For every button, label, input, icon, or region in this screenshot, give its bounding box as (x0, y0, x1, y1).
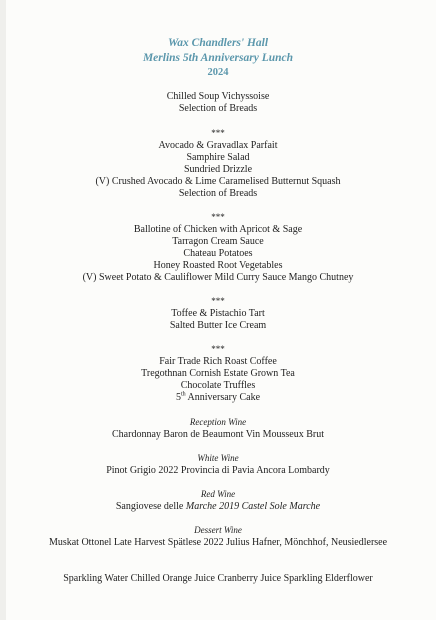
menu-line: Toffee & Pistachio Tart (171, 308, 265, 319)
menu-line: Ballotine of Chicken with Apricot & Sage (133, 224, 303, 235)
menu-line: Chilled Soup Vichyssoise (166, 91, 270, 102)
white-wine: Pinot Grigio 2022 Provincia di Pavia Ancora Lombardy (106, 465, 330, 476)
menu-line: Tarragon Cream Sauce (172, 236, 264, 247)
dessert-wine: Muskat Ottonel Late Harvest Spätlese 2022 Julius Hafner, Mönchhof, Neusiedlersee (48, 537, 388, 548)
venue-title: Wax Chandlers' Hall (167, 37, 269, 49)
anniversary-cake-line (0, 392, 436, 404)
separator: *** (211, 296, 225, 306)
red-wine-label: Red Wine (200, 489, 236, 499)
red-wine (0, 501, 436, 513)
red-wine-vintage: Marche 2019 (185, 501, 240, 512)
red-wine-producer: Castel Sole Marche (239, 501, 321, 512)
cake-ordinal: th (180, 391, 186, 398)
dessert-wine-label: Dessert Wine (194, 525, 242, 535)
menu-line: (V) Crushed Avocado & Lime Caramelised Butternut Squash (95, 176, 341, 187)
menu-line: (V) Sweet Potato & Cauliflower Mild Curry Sauce Mango Chutney (82, 272, 354, 283)
menu-line: Tregothnan Cornish Estate Grown Tea (141, 368, 295, 379)
menu-line: Chateau Potatoes (183, 248, 253, 259)
separator: *** (211, 128, 225, 138)
event-title: Merlins 5th Anniversary Lunch (142, 52, 294, 64)
menu-line: Salted Butter Ice Cream (169, 320, 267, 331)
reception-wine: Chardonnay Baron de Beaumont Vin Mousseux Brut (112, 429, 324, 440)
menu-line: Avocado & Gravadlax Parfait (158, 140, 278, 151)
menu-line: Selection of Breads (178, 188, 258, 199)
menu-line: Sundried Drizzle (183, 164, 253, 175)
red-wine-grape: Sangiovese delle (115, 501, 186, 512)
menu-line: Fair Trade Rich Roast Coffee (159, 356, 277, 367)
reception-wine-label: Reception Wine (189, 417, 247, 427)
menu-line: Chocolate Truffles (180, 380, 256, 391)
white-wine-label: White Wine (197, 453, 239, 463)
event-year: 2024 (207, 67, 229, 78)
menu-line: Samphire Salad (186, 152, 250, 163)
cake-number: 5 (175, 392, 181, 403)
menu-line: Selection of Breads (178, 103, 258, 114)
separator: *** (211, 344, 225, 354)
cake-text: Anniversary Cake (185, 392, 261, 403)
menu-line: Honey Roasted Root Vegetables (153, 260, 283, 271)
soft-drinks: Sparkling Water Chilled Orange Juice Cranberry Juice Sparkling Elderflower (63, 573, 373, 584)
separator: *** (211, 212, 225, 222)
